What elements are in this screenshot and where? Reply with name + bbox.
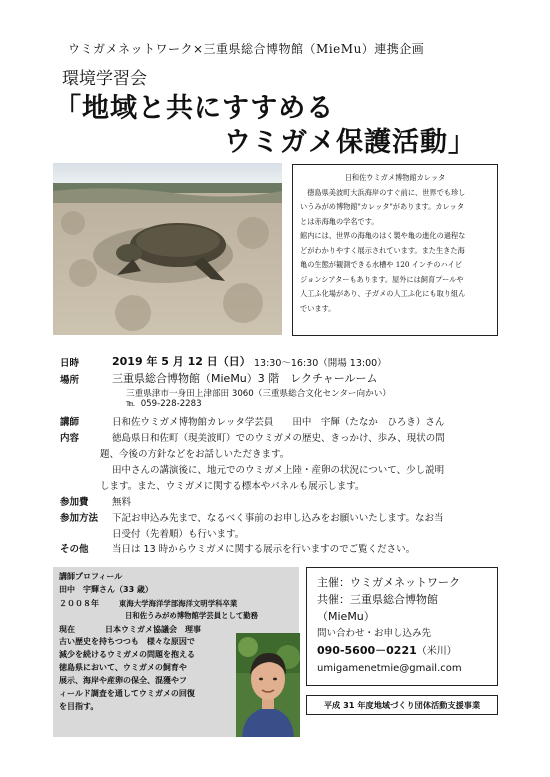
profile-year: ２００８年 — [59, 599, 99, 608]
inquiry-label: 問い合わせ・お申し込み先 — [317, 628, 432, 639]
host-text: 主催：ウミガメネットワーク — [317, 576, 460, 589]
contact-phone-line — [317, 642, 497, 660]
collab-line: ウミガメネットワーク×三重県総合博物館（MieMu）連携企画 — [68, 42, 425, 56]
museum-info-line: でいます。 — [300, 303, 336, 313]
sea-turtle-photo — [53, 163, 282, 335]
museum-info-box — [292, 164, 498, 336]
profile-bio-line: 展示、海岸や産卵の保全、混獲やフ — [59, 676, 187, 685]
profile-name: 田中 宇輝さん（33 歳） — [59, 585, 153, 594]
contact-box — [306, 567, 498, 686]
other-label: その他 — [60, 544, 89, 555]
event-subtitle: 環境学習会 — [62, 69, 147, 89]
tel-icon: ℡ — [126, 399, 136, 409]
page-title-line2: ウミガメ保護活動」 — [224, 127, 476, 158]
page-title-line1: 「地域と共にすすめる — [54, 93, 335, 124]
lecturer-label: 講師 — [60, 417, 80, 428]
profile-bio-line: ィールド調査を通してウミガメの回復 — [59, 689, 195, 698]
contact-phone[interactable]: 090-5600－0221 — [317, 644, 417, 657]
contact-email[interactable]: umigamenetmie@gmail.com — [317, 663, 462, 674]
fee-label: 参加費 — [60, 497, 89, 508]
other-value: 当日は 13 時からウミガメに関する展示を行いますのでご覧ください。 — [112, 544, 416, 555]
profile-bio-line: 古い歴史を持ちつつも 様々な原因で — [59, 637, 195, 646]
place-address: 三重県津市一身田上津部田 3060（三重県総合文化センター向かい） — [126, 389, 391, 399]
profile-heading: 講師プロフィール — [59, 572, 123, 581]
support-program-badge: 平成 31 年度地域づくり団体活動支援事業 — [306, 695, 498, 715]
date-value: 2019 年 5 月 12 日（日） — [112, 355, 251, 368]
lecturer-portrait-photo — [236, 633, 300, 737]
museum-info-line: 人工ふ化場があり、子ガメの人工ふ化にも取り組ん — [300, 289, 466, 298]
method-label: 参加方法 — [60, 513, 99, 524]
museum-info-line: 館内には、世界の海亀のはく製や亀の進化の過程な — [300, 231, 466, 240]
profile-bio-line: を目指す。 — [59, 702, 99, 711]
content-line: 徳島県日和佐町（現美波町）でのウミガメの歴史、きっかけ、歩み、現状の問 — [112, 433, 445, 444]
lecturer-value: 日和佐ウミガメ博物館カレッタ学芸員 田中 宇輝（たなか ひろき）さん — [112, 417, 445, 428]
cohost-text: 共催：三重県総合博物館 — [317, 593, 438, 606]
place-label: 場所 — [60, 375, 80, 386]
place-value: 三重県総合博物館（MieMu）3 階 レクチャールーム — [112, 372, 378, 385]
contact-person: （米川） — [416, 646, 457, 657]
date-label: 日時 — [60, 358, 80, 369]
museum-info-line: 徳島県美波町大浜海岸のすぐ前に、世界でも珍し — [300, 187, 466, 197]
profile-bio-line: 徳島県において、ウミガメの飼育や — [59, 663, 187, 672]
content-line: します。また、ウミガメに関する標本やパネルも展示します。 — [100, 481, 365, 492]
museum-info-line: どがわかりやすく展示されています。また生きた海 — [300, 245, 465, 255]
profile-current-value: 日本ウミガメ協議会 理事 — [105, 625, 201, 634]
museum-info-line: いうみがめ博物館"カレッタ"があります。カレッタ — [300, 202, 465, 211]
content-line: 田中さんの講演後に、地元でのウミガメ上陸・産卵の状況について、少し説明 — [112, 465, 445, 476]
museum-info-line: ジョンシアターもあります。屋外には飼育プールや — [300, 274, 464, 284]
date-time: 13:30～16:30（開場 13:00） — [254, 358, 387, 369]
content-label: 内容 — [60, 433, 80, 444]
museum-info-line: とは赤海亀の学名です。 — [300, 216, 379, 226]
profile-bio-line: 減少を続けるウミガメの問題を抱える — [59, 650, 195, 659]
museum-info-title: 日和佐ウミガメ博物館カレッタ — [344, 173, 446, 182]
method-line: 下記お申込み先まで、なるべく事前のお申し込みをお願いいたします。なお当 — [112, 513, 444, 524]
fee-value: 無料 — [112, 497, 132, 508]
tel-number: 059-228-2283 — [140, 399, 202, 409]
museum-info-line: 亀の生態が観測できる水槽や 120 インチのハイビ — [300, 260, 463, 269]
method-line: 日受付（先着順）も行います。 — [112, 529, 245, 540]
profile-career: 日和佐うみがめ博物館学芸員として勤務 — [125, 611, 259, 620]
content-line: 題、今後の方針などをお話しいただきます。 — [100, 449, 290, 460]
place-tel — [126, 399, 202, 409]
profile-current-label: 現在 — [59, 625, 75, 634]
profile-career: 東海大学海洋学部海洋文明学科卒業 — [119, 599, 238, 608]
cohost-abbr: （MieMu） — [317, 610, 375, 623]
